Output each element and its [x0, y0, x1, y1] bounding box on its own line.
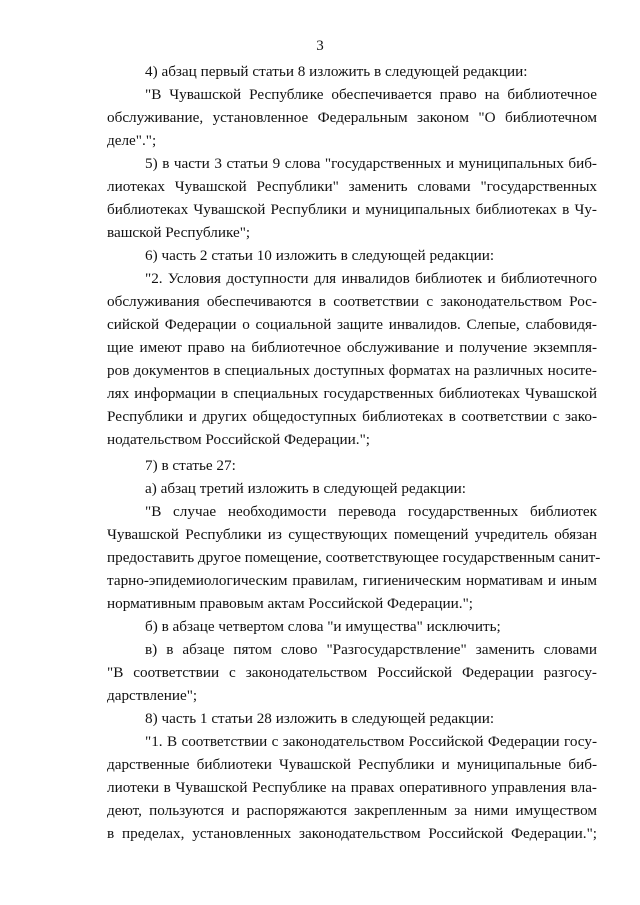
text-line: лиотеках Чувашской Республики" заменить словами "государственных	[107, 178, 597, 195]
text-line: "В соответствии с законодательством Российской Федерации разгосу-	[107, 664, 597, 681]
text-line: тарно-эпидемиологическим правилам, гигиеническим нормативам и иным	[107, 572, 597, 589]
text-line: вашской Республике";	[107, 224, 251, 241]
text-line: 8) часть 1 статьи 28 изложить в следующей редакции:	[145, 710, 495, 727]
text-line: 6) часть 2 статьи 10 изложить в следующей редакции:	[145, 247, 495, 264]
text-line: предоставить другое помещение, соответствующее государственным санит-	[107, 549, 601, 566]
page-number: 3	[316, 38, 324, 54]
text-line: Республики и других общедоступных библиотеках в соответствии с зако-	[107, 408, 597, 425]
text-line: лиотеки в Чувашской Республике на правах оперативного управления вла-	[107, 779, 597, 796]
text-line: нормативным правовым актам Российской Федерации.";	[107, 595, 473, 612]
text-line: нодательством Российской Федерации.";	[107, 431, 370, 448]
text-line: "В Чувашской Республике обеспечивается право на библиотечное	[145, 86, 597, 103]
text-line: обслуживание, установленное Федеральным законом "О библиотечном	[107, 109, 597, 126]
text-line: дарствление";	[107, 687, 198, 704]
text-line: в) в абзаце пятом слово "Разгосударствление" заменить словами	[145, 641, 597, 658]
text-line: лях информации в специальных государственных библиотеках Чувашской	[107, 385, 597, 402]
text-line: 5) в части 3 статьи 9 слова "государственных и муниципальных биб-	[145, 155, 597, 172]
text-line: б) в абзаце четвертом слова "и имущества" исключить;	[145, 618, 501, 635]
text-line: "2. Условия доступности для инвалидов библиотек и библиотечного	[145, 270, 597, 287]
text-line: "1. В соответствии с законодательством Российской Федерации госу-	[145, 733, 597, 750]
text-line: 7) в статье 27:	[145, 457, 236, 474]
text-line: в пределах, установленных законодательством Российской Федерации.";	[107, 825, 597, 842]
text-line: библиотеках Чувашской Республики и муниципальных библиотеках в Чу-	[107, 201, 597, 218]
text-line: щие имеют право на библиотечное обслуживание и получение экземпля-	[107, 339, 597, 356]
text-line: обслуживания обеспечиваются в соответствии с законодательством Рос-	[107, 293, 597, 310]
text-line: 4) абзац первый статьи 8 изложить в следующей редакции:	[145, 63, 528, 80]
text-line: а) абзац третий изложить в следующей редакции:	[145, 480, 466, 497]
text-line: дарственные библиотеки Чувашской Республики и муниципальные биб-	[107, 756, 597, 773]
text-line: ров документов в специальных доступных форматах на различных носите-	[107, 362, 597, 379]
text-line: деют, пользуются и распоряжаются закрепленным за ними имуществом	[107, 802, 597, 819]
text-line: деле".";	[107, 132, 157, 149]
text-line: "В случае необходимости перевода государственных библиотек	[145, 503, 597, 520]
text-line: Чувашской Республики из существующих помещений учредитель обязан	[107, 526, 597, 543]
text-line: сийской Федерации о социальной защите инвалидов. Слепые, слабовидя-	[107, 316, 597, 333]
